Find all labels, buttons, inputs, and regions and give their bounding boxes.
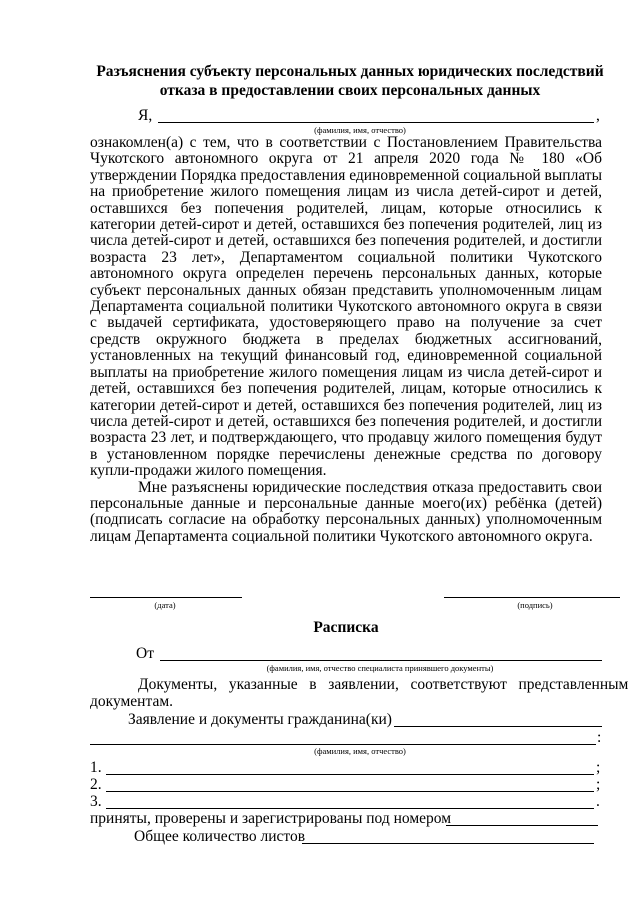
documents-statement-line-2: документам.: [90, 693, 174, 710]
item-end-1: ;: [596, 759, 601, 776]
total-sheets-label: Общее количество листов: [134, 828, 306, 845]
item-end-3: .: [596, 793, 600, 810]
item-number-2: 2.: [90, 776, 102, 793]
item-line-3[interactable]: [106, 808, 594, 809]
full-name-line[interactable]: [158, 122, 594, 123]
citizen-name-line-1[interactable]: [394, 726, 602, 727]
document-title-line-1: Разъяснения субъекту персональных данных юридических последствий: [96, 63, 604, 80]
application-label: Заявление и документы гражданина(ки): [128, 711, 392, 728]
citizen-name-line-2[interactable]: [90, 744, 596, 745]
item-number-3: 3.: [90, 793, 102, 810]
document-title-line-2: отказа в предоставлении своих персональных данных: [159, 82, 541, 99]
signature-line[interactable]: [444, 597, 620, 598]
citizen-name-caption: (фамилия, имя, отчество): [314, 746, 406, 756]
intro-prefix: Я,: [138, 107, 153, 124]
registration-number-line[interactable]: [446, 825, 598, 826]
from-label: От: [136, 645, 154, 662]
total-sheets-line[interactable]: [302, 843, 594, 844]
paragraph-acknowledgement: ознакомлен(а) с тем, что в соответствии с Постановлением Правительства Чукотского автономного округа от 21 апреля 2020 года № 180 «Об утверждении Порядка предоставления единовременной социальной выплаты на приобретение жилого помещения лицам из числа детей-сирот и детей, оставшихся без попечения родителей, лицам, которые относились к категории детей-сирот и детей, оставшихся без попечения родителей, лиц из числа детей-сирот и детей, оставшихся без попечения родителей, и достигли возраста 23 лет», Департаментом социальной политики Чукотского автономного округа определен перечень персональных данных, которые субъект персональных данных обязан представить уполномоченным лицам Департамента социальной политики Чукотского автономного округа в связи с выдачей сертификата, удостоверяющего право на получение за счет средств окружного бюджета в пределах бюджетных ассигнований, установленных на текущий финансовый год, единовременной социальной выплаты на приобретение жилого помещения лицам из числа детей-сирот и детей, оставшихся без попечения родителей, лицам, которые относились к категории детей-сирот и детей, оставшихся без попечения родителей, лиц из числа детей-сирот и детей, оставшихся без попечения родителей, и достигли возраста 23 лет, и подтверждающего, что продавцу жилого помещения будут в установленном порядке перечислены денежные средства по договору купли-продажи жилого помещения.: [90, 134, 602, 480]
item-end-2: ;: [596, 776, 601, 793]
item-number-1: 1.: [90, 759, 102, 776]
signature-caption: (подпись): [517, 600, 553, 610]
citizen-line-colon: :: [597, 729, 602, 746]
item-line-2[interactable]: [106, 791, 594, 792]
full-name-caption: (фамилия, имя, отчество): [314, 125, 406, 135]
registered-label: приняты, проверены и зарегистрированы под номером: [90, 810, 452, 827]
specialist-name-line[interactable]: [160, 660, 602, 661]
item-line-1[interactable]: [106, 774, 594, 775]
paragraph-consequences: Мне разъяснены юридические последствия отказа предоставить свои персональные данные и персональные данные моего(их) ребёнка (детей) (подписать согласие на обработку персональных данных) уполномоченным лицам Департамента социальной политики Чукотского автономного округа.: [90, 478, 602, 545]
documents-statement-line-1: Документы, указанные в заявлении, соответствуют представленным: [138, 676, 629, 693]
intro-suffix: ,: [596, 107, 600, 124]
body-text: [90, 135, 602, 545]
date-line[interactable]: [90, 597, 242, 598]
receipt-heading: Расписка: [313, 619, 379, 636]
specialist-name-caption: (фамилия, имя, отчество специалиста принявшего документы): [266, 663, 494, 673]
date-caption: (дата): [154, 600, 176, 610]
